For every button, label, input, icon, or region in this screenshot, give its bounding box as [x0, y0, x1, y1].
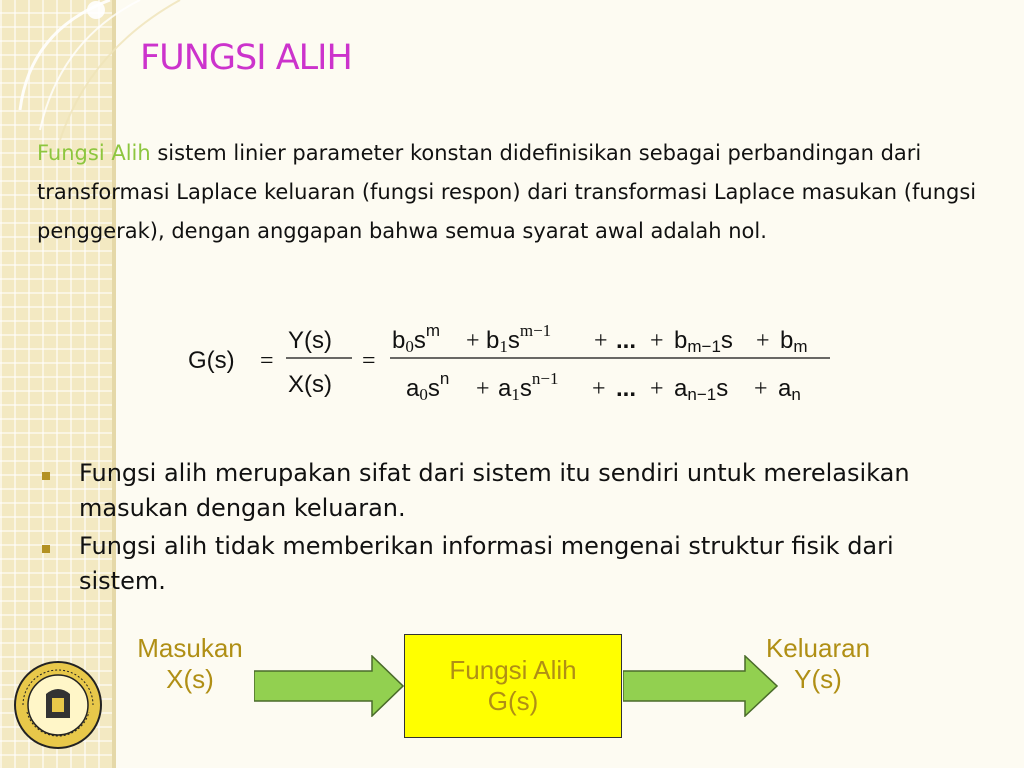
- institution-seal-icon: [13, 660, 103, 750]
- input-arrow-icon: [254, 655, 404, 717]
- input-label-group: [120, 633, 260, 695]
- intro-paragraph: [37, 134, 977, 251]
- bullet-list: [36, 456, 976, 602]
- svg-text:+: +: [466, 328, 480, 354]
- svg-text:a0sn: $a0s^n$: [406, 369, 450, 404]
- svg-text:+: +: [650, 328, 664, 354]
- formula-eq-2: =: [362, 348, 376, 374]
- svg-text:an−1s: an−1s: [674, 375, 729, 404]
- svg-text:b0sm: $b0s^m$: [392, 321, 441, 356]
- intro-text: sistem linier parameter konstan didefinisikan sebagai perbandingan dari transformasi Laplace keluaran (fungsi respon) dari transformasi Laplace masukan (fungsi penggerak), dengan anggapan bahwa semua syarat awal adalah nol.: [37, 141, 977, 243]
- block-symbol: G(s): [487, 686, 539, 716]
- bullet-item: Fungsi alih tidak memberikan informasi mengenai struktur fisik dari sistem.: [36, 529, 976, 599]
- svg-text:bm: bm: [780, 327, 808, 356]
- svg-text:an: an: [778, 375, 801, 404]
- intro-term: Fungsi Alih: [37, 141, 151, 165]
- formula-ratio-numerator: Y(s): [288, 327, 332, 354]
- page-title: FUNGSI ALIH: [140, 38, 352, 78]
- formula-lhs: G(s): [188, 347, 235, 374]
- svg-text:+: +: [650, 376, 664, 402]
- formula-eq-1: =: [260, 348, 274, 374]
- bullet-square-icon: [42, 472, 50, 480]
- formula-ratio-denominator: X(s): [288, 371, 332, 398]
- svg-text:bm−1s: bm−1s: [674, 327, 733, 356]
- formula-denominator: [406, 369, 801, 404]
- output-label: Keluaran: [765, 633, 871, 663]
- bullet-square-icon: [42, 545, 50, 553]
- transfer-function-block: [404, 634, 622, 738]
- svg-text:+: +: [756, 328, 770, 354]
- bullet-item: Fungsi alih merupakan sifat dari sistem itu sendiri untuk merelasikan masukan dengan keluaran.: [36, 456, 976, 526]
- output-symbol: Y(s): [794, 664, 842, 694]
- svg-text:...: ...: [616, 375, 637, 402]
- formula-numerator: [392, 321, 808, 356]
- svg-text:a1sn−1: $a1s^{n-1}$: [498, 369, 559, 404]
- input-symbol: X(s): [166, 664, 214, 694]
- svg-text:b1sm−1: $b1s^{m-1}$: [486, 321, 552, 356]
- block-label: Fungsi Alih: [449, 655, 577, 685]
- input-label: Masukan: [137, 633, 243, 663]
- svg-text:+: +: [476, 376, 490, 402]
- svg-text:+: +: [592, 376, 606, 402]
- output-label-group: [748, 633, 888, 695]
- svg-text:+: +: [754, 376, 768, 402]
- svg-text:...: ...: [616, 327, 637, 354]
- transfer-function-formula: [180, 312, 840, 412]
- svg-text:+: +: [594, 328, 608, 354]
